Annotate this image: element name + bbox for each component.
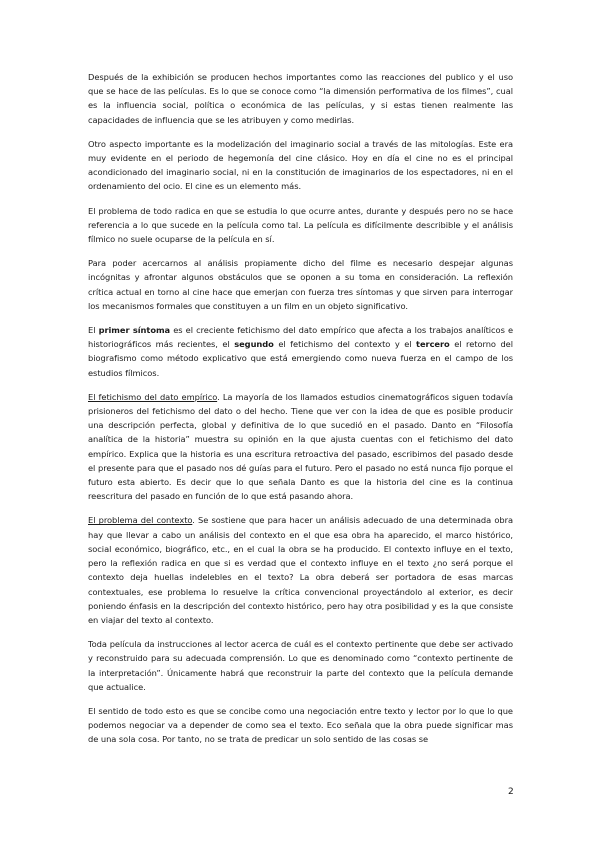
paragraph-7 bbox=[88, 513, 513, 627]
p7-body: . Se sostiene que para hacer un análisis adecuado de una determinada obra hay que llevar a cabo un análisis del contexto en el que esa obra ha aparecido, el marco histórico, social económico, biográfico, etc., en el cual la obra se ha producido. El contexto influye en el texto, pero la reflexión radica en que si es verdad que el contexto influye en el texto ¿no será porque el contexto deja huellas indelebles en el texto? La obra deberá ser portadora de esas marcas contextuales, ese problema lo resuelve la crítica convencional proyectándolo al exterior, es decir poniendo énfasis en la descripción del contexto histórico, pero hay otra posibilidad y es la que consiste en viajar del texto al contexto. bbox=[88, 515, 513, 625]
p5-text-e: el fetichismo del contexto y el bbox=[273, 339, 417, 350]
p5-text-a: El bbox=[88, 325, 99, 336]
body-text bbox=[88, 70, 513, 757]
page-number: 2 bbox=[508, 787, 514, 797]
paragraph-3: El problema de todo radica en que se estudia lo que ocurre antes, durante y después pero no se hace referencia a lo que sucede en la película como tal. La película es difícilmente describible y el análisis fílmico no suele ocuparse de la película en sí. bbox=[88, 205, 513, 245]
p6-body: . La mayoría de los llamados estudios cinematográficos siguen todavía prisioneros del fetichismo del dato o del hecho. Tiene que ver con la idea de que es posible producir una descripción perfecta, global y definitiva de lo que sucedió en el pasado. Danto en “Filosofía analítica de la historia” muestra su opinión en la que ajusta cuentas con el fetichismo del dato empírico. Explica que la historia es una escritura retroactiva del pasado, escribimos del pasado desde el presente para que el pasado nos dé guías para el futuro. Pero el pasado no está nunca fijo porque el futuro esta abierto. Es decir que lo que señala Danto es que la historia del cine es la continua reescritura del pasado en función de lo que está pasando ahora. bbox=[88, 391, 514, 502]
paragraph-1: Después de la exhibición se producen hechos importantes como las reacciones del publico y el uso que se hace de las películas. Es lo que se conoce como “la dimensión performativa de los filmes”, cual es la influencia social, política o económica de las películas, y si estas tienen realmente las capacidades de influencia que se les atribuyen y como medirlas. bbox=[88, 72, 513, 125]
paragraph-9: El sentido de todo esto es que se concibe como una negociación entre texto y lector por lo que lo que podemos negociar va a depender de como sea el texto. Eco señala que la obra puede significar mas de una sola cosa. Por tanto, no se trata de predicar un solo sentido de las cosas se bbox=[88, 705, 513, 745]
p5-text-c: es el creciente fetichismo del dato empírico que afecta a los trabajos analíticos e historiográficos más recientes, el bbox=[88, 325, 514, 350]
paragraph-4: Para poder acercarnos al análisis propiamente dicho del filme es necesario despejar algunas incógnitas y afrontar algunos obstáculos que se oponen a su toma en consideración. La reflexión crítica actual en torno al cine hace que emerjan con fuerza tres síntomas y que sirven para interrogar los mecanismos formales que constituyen a un film en un objeto significativo. bbox=[88, 258, 513, 311]
paragraph-5 bbox=[88, 323, 513, 380]
section-heading-contexto: El problema del contexto bbox=[88, 515, 193, 526]
p5-text-g: el retorno del biografismo como método explicativo que está emergiendo como nueva fuerza en el campo de los estudios fílmicos. bbox=[88, 339, 513, 378]
section-heading-dato-empirico: El fetichismo del dato empírico bbox=[88, 391, 218, 402]
paragraph-2: Otro aspecto importante es la modelización del imaginario social a través de las mitologías. Este era muy evidente en el periodo de hegemonía del cine clásico. Hoy en día el cine no es el principal acondicionado del imaginario social, ni en la constitución de imaginarios de los espectadores, ni en el ordenamiento del ocio. El cine es un elemento más. bbox=[88, 138, 513, 192]
tercero-label: tercero bbox=[416, 339, 450, 350]
paragraph-8: Toda película da instrucciones al lector acerca de cuál es el contexto pertinente que debe ser activado y reconstruido para su adecuada comprensión. Lo que es denominado como “contexto pertinente de la interpretación”. Únicamente habrá que reconstruir la parte del contexto que la película demande que actualice. bbox=[88, 639, 513, 692]
primer-sintoma-label: primer síntoma bbox=[98, 325, 171, 336]
segundo-label: segundo bbox=[234, 339, 274, 350]
paragraph-6 bbox=[88, 390, 513, 504]
